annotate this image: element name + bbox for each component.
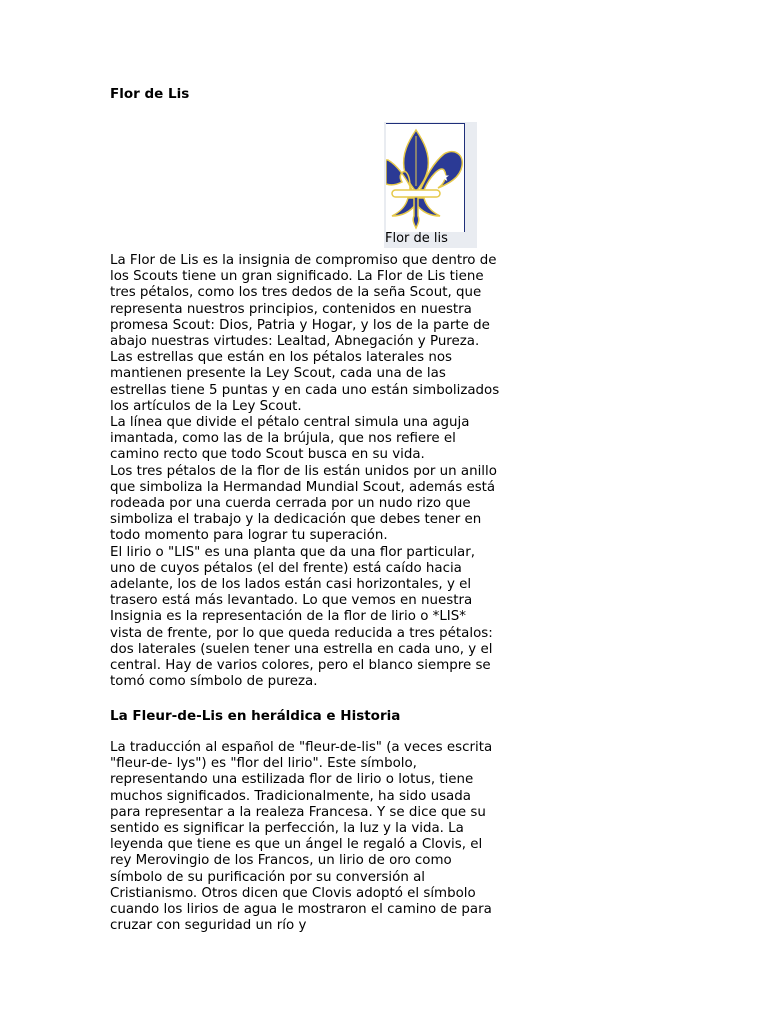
paragraph: El lirio o "LIS" es una planta que da una flor particular, uno de cuyos pétalos (el del frente) está caído hacia adelante, los de los lados están casi horizontales, y el trasero está más levantado. Lo que vemos en nuestra Insignia es la representación de la flor de lirio o *LIS* vista de frente, por lo que queda reducida a tres pétalos: dos laterales (suelen tener una estrella en cada uno, y el central. Hay de varios colores, pero el blanco siempre se tomó como símbolo de pureza. <box>110 544 493 690</box>
section-body-text <box>110 740 500 934</box>
section-heading: La Fleur-de-Lis en heráldica e Historia <box>110 708 401 724</box>
paragraph: Las estrellas que están en los pétalos laterales nos mantienen presente la Ley Scout, cada una de las estrellas tiene 5 puntas y en cada uno están simbolizados los artículos de la Ley Scout. <box>110 350 500 414</box>
paragraph: La Flor de Lis es la insignia de compromiso que dentro de los Scouts tiene un gran significado. La Flor de Lis tiene tres pétalos, como los tres dedos de la seña Scout, que representa nuestros principios, contenidos en nuestra promesa Scout: Dios, Patria y Hogar, y los de la parte de abajo nuestras virtudes: Lealtad, Abnegación y Pureza. <box>110 253 497 350</box>
body-text <box>110 253 500 690</box>
figure-caption: Flor de lis <box>385 231 448 246</box>
paragraph: La línea que divide el pétalo central simula una aguja imantada, como las de la brújula, que nos refiere el camino recto que todo Scout busca en su vida. <box>110 415 470 463</box>
fleur-de-lis-icon <box>386 124 464 230</box>
figure <box>384 122 477 248</box>
paragraph: Los tres pétalos de la flor de lis están unidos por un anillo que simboliza la Hermandad Mundial Scout, además está rodeada por una cuerda cerrada por un nudo rizo que simboliza el trabajo y la dedicación que debes tener en todo momento para lograr tu superación. <box>110 463 497 544</box>
paragraph: La traducción al español de "fleur-de-lis" (a veces escrita "fleur-de- lys") es "flor del lirio". Este símbolo, representando una estilizada flor de lirio o lotus, tiene muchos significados. Tradicionalmente, ha sido usada para representar a la realeza Francesa. Y se dice que su sentido es significar la perfección, la luz y la vida. La leyenda que tiene es que un ángel le regaló a Clovis, el rey Merovingio de los Francos, un lirio de oro como símbolo de su purificación por su conversión al Cristianismo. Otros dicen que Clovis adoptó el símbolo cuando los lirios de agua le mostraron el camino de para cruzar con seguridad un río y <box>110 740 493 934</box>
figure-image-frame <box>386 123 465 232</box>
page-title: Flor de Lis <box>110 86 190 102</box>
